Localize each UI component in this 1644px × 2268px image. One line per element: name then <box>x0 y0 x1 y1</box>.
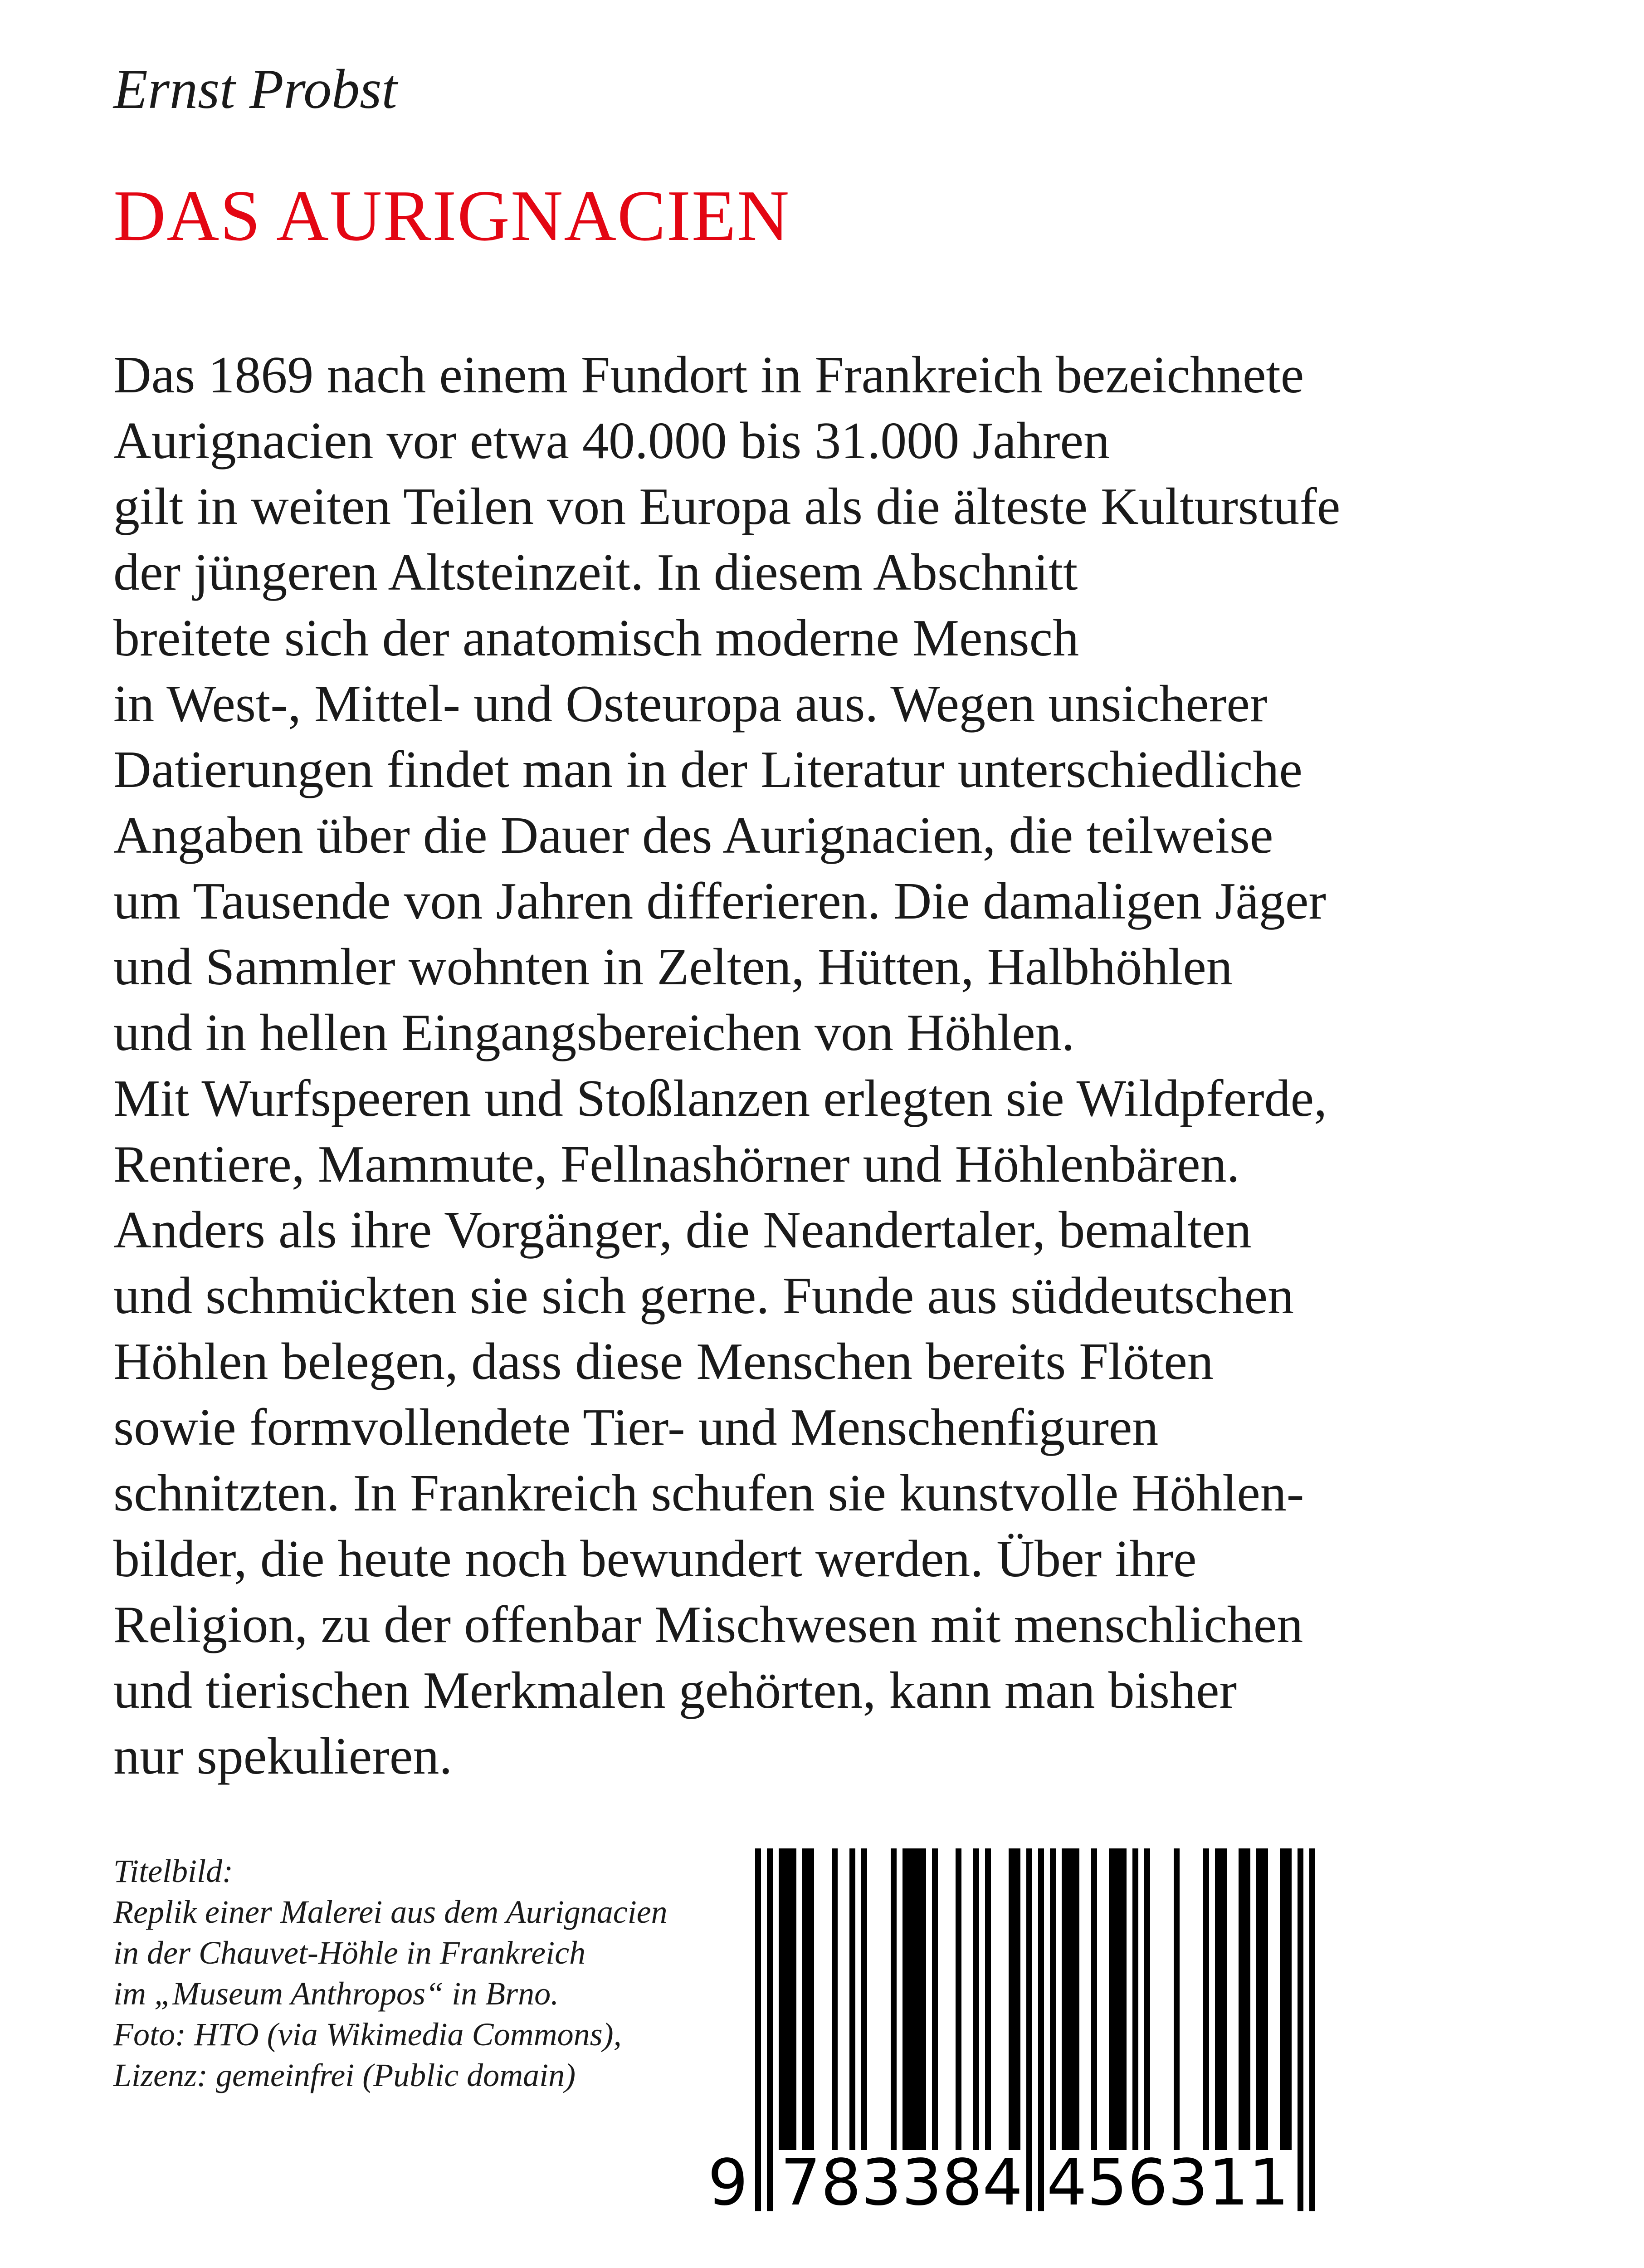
blurb-line: nur spekulieren. <box>113 1727 453 1785</box>
blurb-line: Religion, zu der offenbar Mischwesen mit menschlichen <box>113 1596 1303 1654</box>
barcode-bar <box>779 1848 796 2150</box>
barcode-bar <box>1280 1848 1292 2150</box>
barcode-guard-bar <box>1309 1848 1315 2211</box>
barcode-guard-bar <box>1038 1848 1044 2211</box>
blurb-line: Das 1869 nach einem Fundort in Frankreich bezeichnete <box>113 346 1304 404</box>
blurb-line: Aurignacien vor etwa 40.000 bis 31.000 Jahren <box>113 412 1110 470</box>
caption-line: Replik einer Malerei aus dem Aurignacien <box>113 1894 668 1930</box>
barcode-bar <box>832 1848 838 2150</box>
barcode-first-digit: 9 <box>707 2146 748 2211</box>
barcode-bar <box>891 1848 897 2150</box>
blurb-line: Anders als ihre Vorgänger, die Neandertaler, bemalten <box>113 1201 1252 1259</box>
barcode-bar <box>1203 1848 1209 2150</box>
barcode-bar <box>973 1848 979 2150</box>
blurb-line: um Tausende von Jahren differieren. Die damaligen Jäger <box>113 872 1326 930</box>
barcode-bar <box>802 1848 814 2150</box>
blurb-line: Mit Wurfspeeren und Stoßlanzen erlegten sie Wildpferde, <box>113 1070 1327 1128</box>
blurb-line: schnitzten. In Frankreich schufen sie kunstvolle Höhlen- <box>113 1464 1304 1522</box>
blurb-line: und in hellen Eingangsbereichen von Höhlen. <box>113 1004 1075 1062</box>
book-title: DAS AURIGNACIEN <box>113 175 790 256</box>
barcode-bar <box>1239 1848 1250 2150</box>
caption-line: Lizenz: gemeinfrei (Public domain) <box>113 2057 576 2093</box>
barcode-bar <box>1050 1848 1056 2150</box>
barcode-guard-bar <box>1026 1848 1032 2211</box>
blurb-line: Rentiere, Mammute, Fellnashörner und Höhlenbären. <box>113 1135 1240 1193</box>
barcode-bar <box>1174 1848 1180 2150</box>
caption-line: Titelbild: <box>113 1853 234 1889</box>
barcode-bar <box>1144 1848 1150 2150</box>
blurb-text <box>113 342 1519 1789</box>
barcode-bar <box>1215 1848 1227 2150</box>
caption-line: im „Museum Anthropos“ in Brno. <box>113 1975 559 2012</box>
barcode-bar <box>1109 1848 1127 2150</box>
barcode-guard-bar <box>755 1848 761 2211</box>
barcode-right-digits: 456311 <box>1046 2146 1289 2211</box>
blurb-line: in West-, Mittel- und Osteuropa aus. Wegen unsicherer <box>113 675 1268 733</box>
barcode-bar <box>985 1848 991 2150</box>
blurb-line: und tierischen Merkmalen gehörten, kann man bisher <box>113 1662 1237 1720</box>
isbn-barcode <box>703 1848 1351 2211</box>
blurb-line: bilder, die heute noch bewundert werden. Über ihre <box>113 1530 1197 1588</box>
blurb-line: sowie formvollendete Tier- und Menschenfiguren <box>113 1398 1159 1457</box>
barcode-bar <box>956 1848 961 2150</box>
barcode-bar <box>861 1848 867 2150</box>
barcode-bar <box>1009 1848 1020 2150</box>
barcode-bar <box>932 1848 938 2150</box>
cover-image-caption <box>113 1851 703 2096</box>
author-name: Ernst Probst <box>113 58 397 120</box>
barcode-guard-bar <box>767 1848 773 2211</box>
blurb-line: Höhlen belegen, dass diese Menschen bereits Flöten <box>113 1333 1214 1391</box>
blurb-line: breitete sich der anatomisch moderne Mensch <box>113 609 1079 667</box>
blurb-line: der jüngeren Altsteinzeit. In diesem Abschnitt <box>113 543 1078 601</box>
barcode-bar <box>849 1848 855 2150</box>
blurb-line: und schmückten sie sich gerne. Funde aus süddeutschen <box>113 1267 1294 1325</box>
barcode-guard-bar <box>1298 1848 1303 2211</box>
blurb-line: Angaben über die Dauer des Aurignacien, die teilweise <box>113 807 1273 865</box>
barcode-bar <box>1062 1848 1079 2150</box>
blurb-line: und Sammler wohnten in Zelten, Hütten, Halbhöhlen <box>113 938 1233 996</box>
barcode-bar <box>902 1848 926 2150</box>
barcode-bar <box>1132 1848 1138 2150</box>
barcode-bar <box>1091 1848 1097 2150</box>
blurb-line: Datierungen findet man in der Literatur unterschiedliche <box>113 741 1303 799</box>
caption-line: Foto: HTO (via Wikimedia Commons), <box>113 2016 622 2053</box>
blurb-line: gilt in weiten Teilen von Europa als die älteste Kulturstufe <box>113 478 1341 536</box>
barcode-left-digits: 783384 <box>780 2146 1023 2211</box>
caption-line: in der Chauvet-Höhle in Frankreich <box>113 1935 586 1971</box>
barcode-bar <box>1256 1848 1268 2150</box>
